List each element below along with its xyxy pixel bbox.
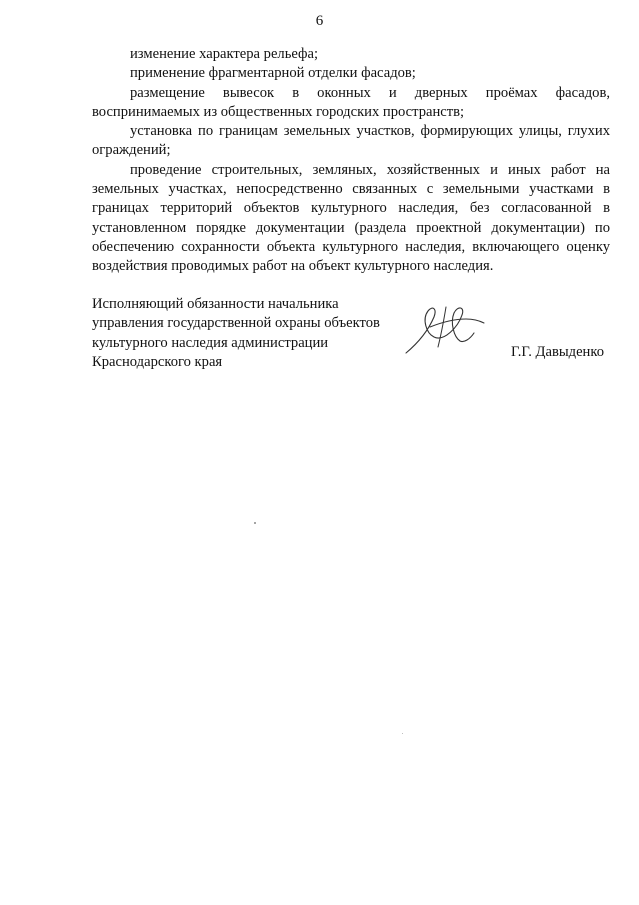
scan-speck [254, 522, 256, 524]
paragraph-works: проведение строительных, земляных, хозяйственных и иных работ на земельных участках, непосредственно связанных с земельными участками в границах территорий объектов культурного наследия, без согласованной в установленном порядке документации (раздела проектной документации) по обеспечению сохранности объекта культурного наследия, включающего оценку воздействия проводимых работ на объект культурного наследия. [92, 161, 610, 275]
signatory-position-line-4: Краснодарского края [92, 353, 223, 370]
signatory-position-line-3: культурного наследия администрации [92, 334, 329, 351]
paragraph-fences: установка по границам земельных участков, формирующих улицы, глухих ограждений; [92, 123, 610, 159]
signature-block [92, 295, 610, 375]
paragraph-facade-finish: применение фрагментарной отделки фасадов; [130, 65, 416, 82]
paragraph-relief: изменение характера рельефа; [130, 46, 319, 62]
body-text [92, 45, 610, 277]
signatory-name: Г.Г. Давыденко [510, 344, 604, 360]
page-number: 6 [315, 13, 324, 29]
handwritten-signature [400, 297, 490, 357]
paragraph-signage: размещение вывесок в оконных и дверных проёмах фасадов, воспринимаемых из общественных городских пространств; [92, 84, 610, 120]
signatory-position-line-2: управления государственной охраны объектов [92, 315, 380, 332]
signatory-position-line-1: Исполняющий обязанности начальника [92, 296, 339, 312]
scan-speck [402, 733, 403, 734]
